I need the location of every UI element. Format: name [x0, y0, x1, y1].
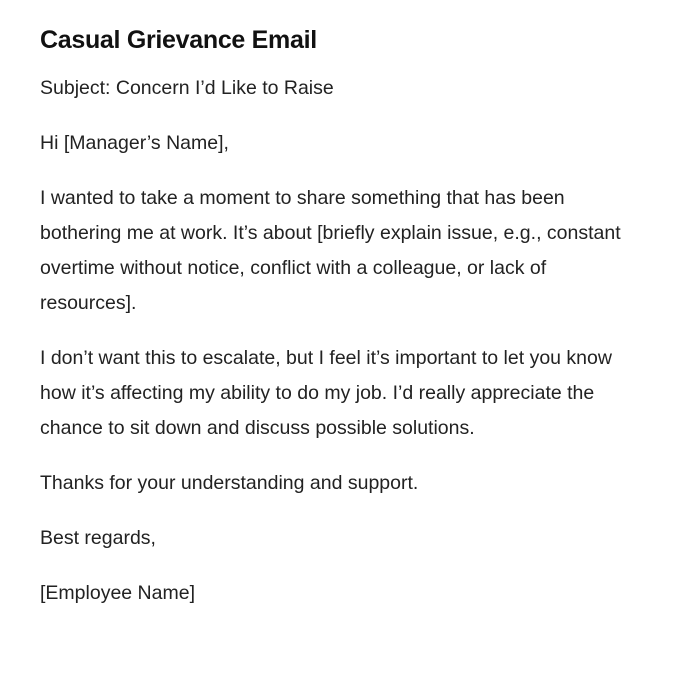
email-closing: Best regards, — [40, 527, 156, 549]
email-body-paragraph-1: I wanted to take a moment to share something that has been bothering me at work. It’s about [briefly explain issue, e.g., constant overtime without notice, conflict with a colleague, or lack of resources]. — [40, 187, 621, 314]
email-body-paragraph-3: Thanks for your understanding and support. — [40, 472, 419, 494]
email-signature: [Employee Name] — [40, 582, 195, 604]
email-greeting: Hi [Manager’s Name], — [40, 132, 229, 154]
document-title: Casual Grievance Email — [40, 26, 317, 54]
email-subject: Subject: Concern I’d Like to Raise — [40, 77, 334, 99]
email-body-paragraph-2: I don’t want this to escalate, but I feel it’s important to let you know how it’s affecting my ability to do my job. I’d really appreciate the chance to sit down and discuss possible solutions. — [40, 347, 612, 439]
